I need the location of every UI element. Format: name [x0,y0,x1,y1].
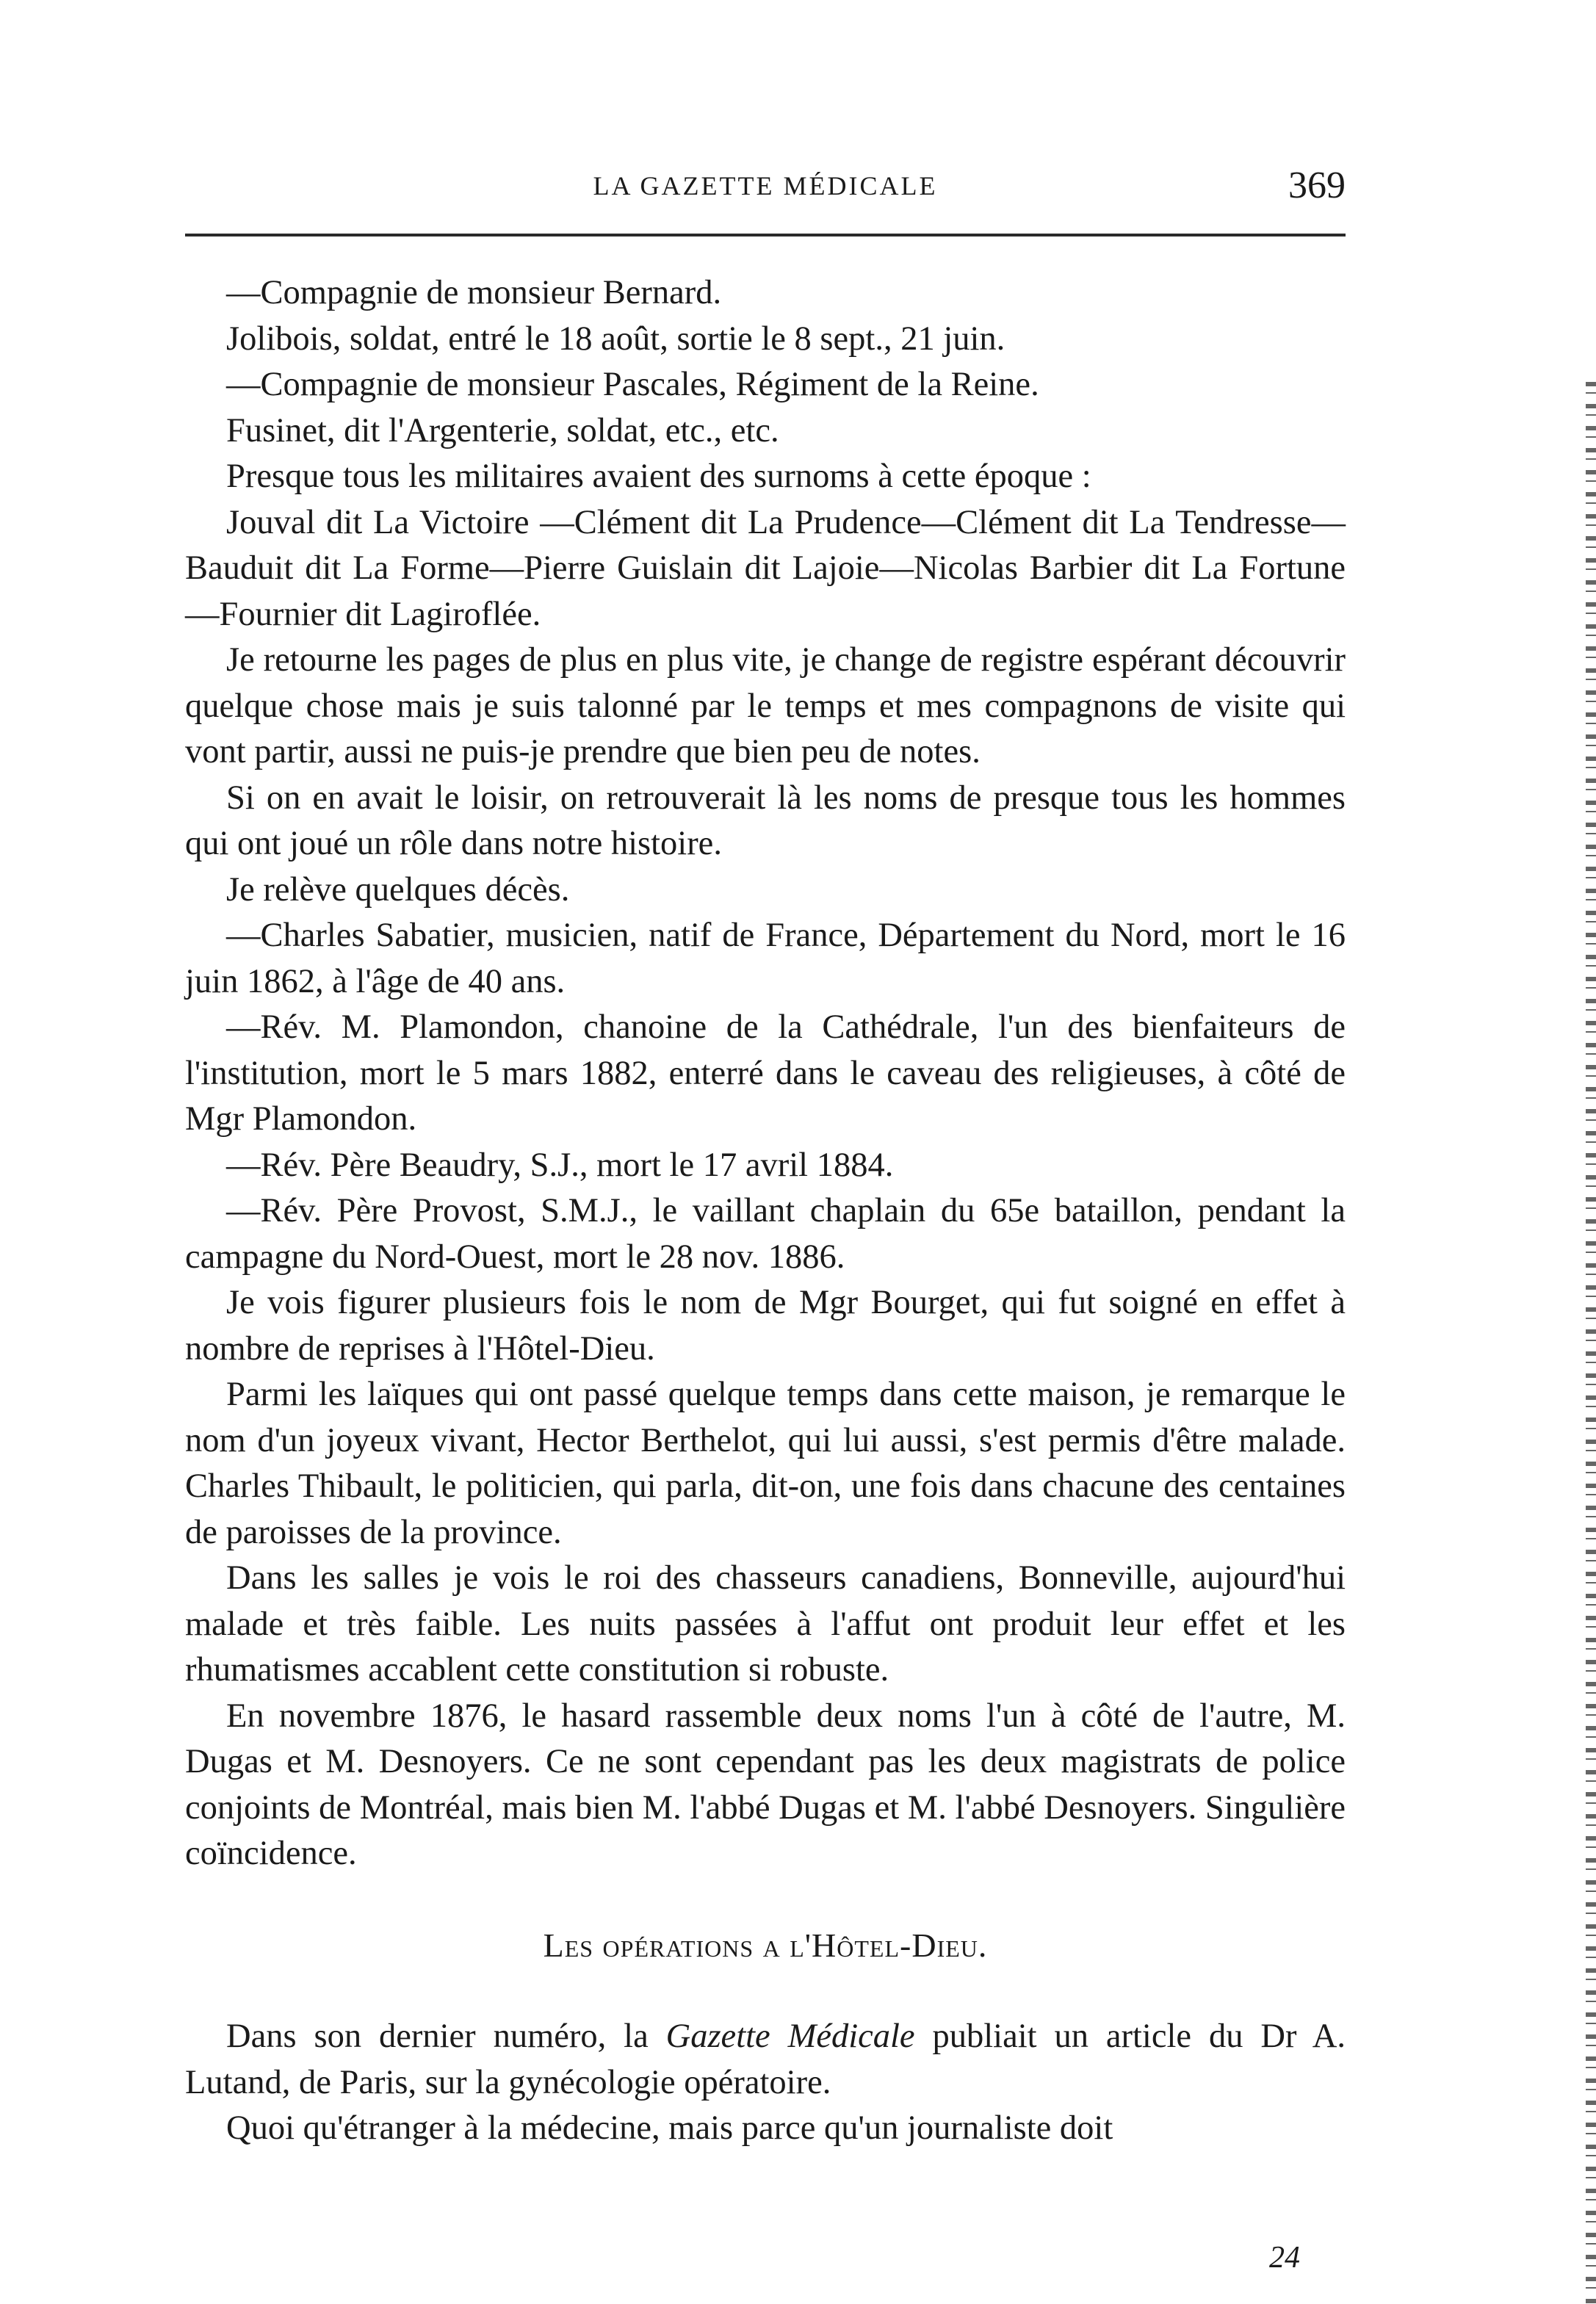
paragraph: Fusinet, dit l'Argenterie, soldat, etc., etc. [226,411,779,449]
text-run: Dans son dernier numéro, la [226,2018,666,2055]
paragraph [185,2014,1346,2106]
journal-title: LA GAZETTE MÉDICALE [593,171,938,201]
paragraph: Jouval dit La Victoire —Clément dit La Prudence—Clément dit La Tendresse—Bauduit dit La Forme—Pierre Guislain dit Lajoie—Nicolas Barbier dit La Fortune—Fournier dit Lagiroflée. [185,503,1346,633]
journal-name-italic: Gazette Médicale [665,2018,915,2055]
paragraph: Parmi les laïques qui ont passé quelque temps dans cette maison, je remarque le nom d'un joyeux vivant, Hector Berthelot, qui lui aussi, s'est permis d'être malade. Charles Thibault, le politicien, qui parla, dit-on, une fois dans chacune des centaines de paroisses de la province. [185,1376,1346,1551]
paragraph: Jolibois, soldat, entré le 18 août, sortie le 8 sept., 21 juin. [226,319,1005,358]
paragraph: —Rév. Père Beaudry, S.J., mort le 17 avril 1884. [226,1146,894,1184]
paragraph: Je retourne les pages de plus en plus vite, je change de registre espérant découvrir quelque chose mais je suis talonné par le temps et mes compagnons de visite qui vont partir, aussi ne puis-je prendre que bien peu de notes. [185,641,1346,770]
signature-mark: 24 [1269,2241,1300,2275]
running-header [185,160,1346,212]
section-title: Les opérations a l'Hôtel-Dieu. [543,1926,988,1964]
paragraph: —Rév. M. Plamondon, chanoine de la Cathédrale, l'un des bienfaiteurs de l'institution, mort le 5 mars 1882, enterré dans le caveau des religieuses, à côté de Mgr Plamondon. [185,1008,1346,1138]
paragraph: —Charles Sabatier, musicien, natif de France, Département du Nord, mort le 16 juin 1862, à l'âge de 40 ans. [185,917,1346,1000]
article-body [185,270,1346,2152]
paragraph: —Compagnie de monsieur Pascales, Régiment de la Reine. [226,366,1039,403]
paragraph: En novembre 1876, le hasard rassemble deux noms l'un à côté de l'autre, M. Dugas et M. Desnoyers. Ce ne sont cependant pas les deux magistrats de police conjoints de Montréal, mais bien M. l'abbé Dugas et M. l'abbé Desnoyers. Singulière coïncidence. [185,1697,1346,1872]
paragraph: Presque tous les militaires avaient des surnoms à cette époque : [226,458,1091,495]
paragraph: Je relève quelques décès. [226,870,570,909]
scan-edge [1586,382,1596,2304]
paragraph: —Compagnie de monsieur Bernard. [226,274,722,311]
paragraph: —Rév. Père Provost, S.M.J., le vaillant chaplain du 65e bataillon, pendant la campagne du Nord-Ouest, mort le 28 nov. 1886. [185,1192,1346,1276]
text-run: publiait un article du Dr A. Lutand, de Paris, sur la gynécologie opératoire. [185,2018,1346,2101]
paragraph: Je vois figurer plusieurs fois le nom de Mgr Bourget, qui fut soigné en effet à nombre de reprises à l'Hôtel-Dieu. [185,1284,1346,1368]
paragraph: Dans les salles je vois le roi des chasseurs canadiens, Bonneville, aujourd'hui malade et très faible. Les nuits passées à l'affut ont produit leur effet et les rhumatismes accablent cette constitution si robuste. [185,1559,1346,1689]
paragraph: Quoi qu'étranger à la médecine, mais parce qu'un journaliste doit [226,2109,1113,2147]
page-number: 369 [1288,165,1346,206]
header-rule [185,234,1346,236]
paragraph: Si on en avait le loisir, on retrouverait là les noms de presque tous les hommes qui ont joué un rôle dans notre histoire. [185,779,1346,862]
